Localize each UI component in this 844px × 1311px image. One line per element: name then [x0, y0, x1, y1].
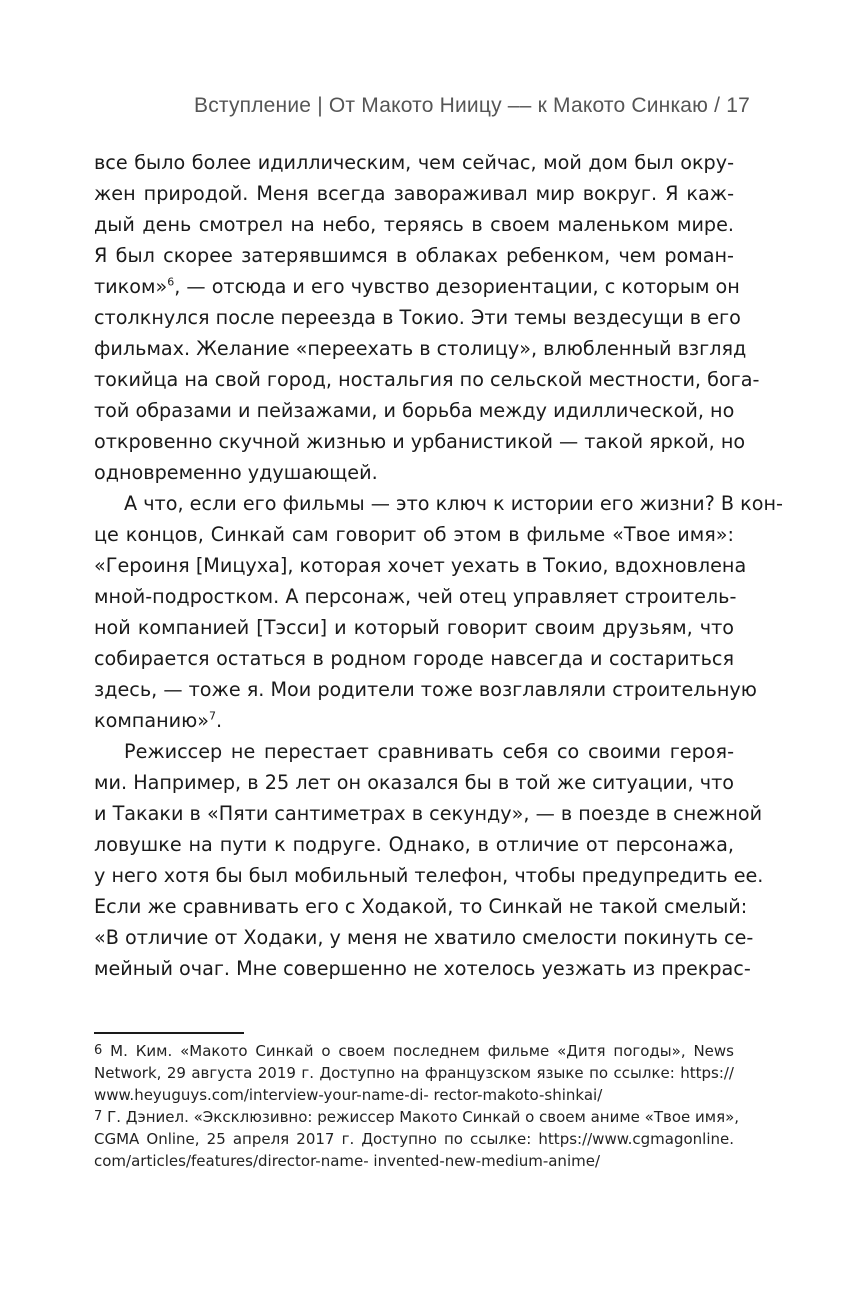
text-line: все было более идиллическим, чем сейчас, мой дом был окру-	[94, 151, 734, 174]
text-segment: тиком»	[94, 275, 168, 298]
text-line: у него хотя бы был мобильный телефон, чтобы предупредить ее.	[94, 864, 764, 887]
footnote-7-line: CGMA Online, 25 апреля 2017 г. Доступно по ссылке: https://www.cgmagonline.	[94, 1130, 734, 1148]
text-line: це концов, Синкай сам говорит об этом в фильме «Твое имя»:	[94, 523, 734, 546]
footnotes	[94, 1040, 740, 1172]
footnote-text: М. Ким. «Макото Синкай о своем последнем фильме «Дитя погоды», News	[110, 1042, 734, 1060]
text-line: «В отличие от Ходаки, у меня не хватило смелости покинуть се-	[94, 926, 754, 949]
text-line-with-footnote-ref	[94, 271, 740, 302]
text-line: ловушке на пути к подруге. Однако, в отличие от персонажа,	[94, 833, 734, 856]
footnote-ref-7[interactable]: 7	[209, 709, 217, 723]
text-line: ми. Например, в 25 лет он оказался бы в той же ситуации, что	[94, 771, 734, 794]
text-segment: компанию»	[94, 709, 210, 732]
text-line: фильмах. Желание «переехать в столицу», влюбленный взгляд	[94, 337, 747, 360]
text-segment: .	[216, 709, 223, 732]
text-line: дый день смотрел на небо, теряясь в своем маленьком мире.	[94, 213, 734, 236]
text-line: собирается остаться в родном городе навсегда и состариться	[94, 647, 734, 670]
text-line: здесь, — тоже я. Мои родители тоже возглавляли строительную	[94, 678, 757, 701]
footnote-number: 7	[94, 1109, 103, 1124]
text-line: той образами и пейзажами, и борьба между идиллической, но	[94, 399, 735, 422]
text-line: Режиссер не перестает сравнивать себя со своими героя-	[124, 740, 734, 763]
footnote-7-line	[94, 1106, 740, 1128]
text-line: «Героиня [Мицуха], которая хочет уехать в Токио, вдохновлена	[94, 554, 747, 577]
text-line: жен природой. Меня всегда завораживал мир вокруг. Я каж-	[94, 182, 734, 205]
text-line: Если же сравнивать его с Ходакой, то Синкай не такой смелый:	[94, 895, 748, 918]
text-line: Я был скорее затерявшимся в облаках ребенком, чем роман-	[94, 244, 734, 267]
footnote-ref-6[interactable]: 6	[167, 275, 175, 289]
text-segment: , — отсюда и его чувство дезориентации, с которым он	[174, 275, 740, 298]
text-line: откровенно скучной жизнью и урбанистикой — такой яркой, но	[94, 430, 746, 453]
footnote-6-line	[94, 1040, 734, 1062]
footnote-6-line: Network, 29 августа 2019 г. Доступно на французском языке по ссылке: https://	[94, 1064, 734, 1082]
text-line-with-footnote-ref	[94, 705, 734, 736]
text-line: столкнулся после переезда в Токио. Эти темы вездесущи в его	[94, 306, 741, 329]
footnote-text: Г. Дэниел. «Эксклюзивно: режиссер Макото Синкай о своем аниме «Твое имя»,	[107, 1108, 740, 1126]
text-line: А что, если его фильмы — это ключ к истории его жизни? В кон-	[124, 492, 783, 515]
text-line: и Такаки в «Пяти сантиметрах в секунду», — в поезде в снежной	[94, 802, 763, 825]
text-line: одновременно удушающей.	[94, 461, 378, 484]
footnote-divider	[94, 1032, 244, 1034]
text-line: токийца на свой город, ностальгия по сельской местности, бога-	[94, 368, 760, 391]
text-line: мейный очаг. Мне совершенно не хотелось уезжать из прекрас-	[94, 957, 751, 980]
footnote-7-link[interactable]: com/articles/features/director-name- invented-new-medium-anime/	[94, 1152, 601, 1170]
footnote-6-link[interactable]: www.heyuguys.com/interview-your-name-di- rector-makoto-shinkai/	[94, 1086, 603, 1104]
running-header: Вступление | От Макото Ниицу –– к Макото Синкаю / 17	[193, 94, 750, 117]
main-text	[94, 147, 783, 984]
text-line: мной-подростком. А персонаж, чей отец управляет строитель-	[94, 585, 737, 608]
text-line: ной компанией [Тэсси] и который говорит своим друзьям, что	[94, 616, 734, 639]
footnote-number: 6	[94, 1043, 103, 1058]
